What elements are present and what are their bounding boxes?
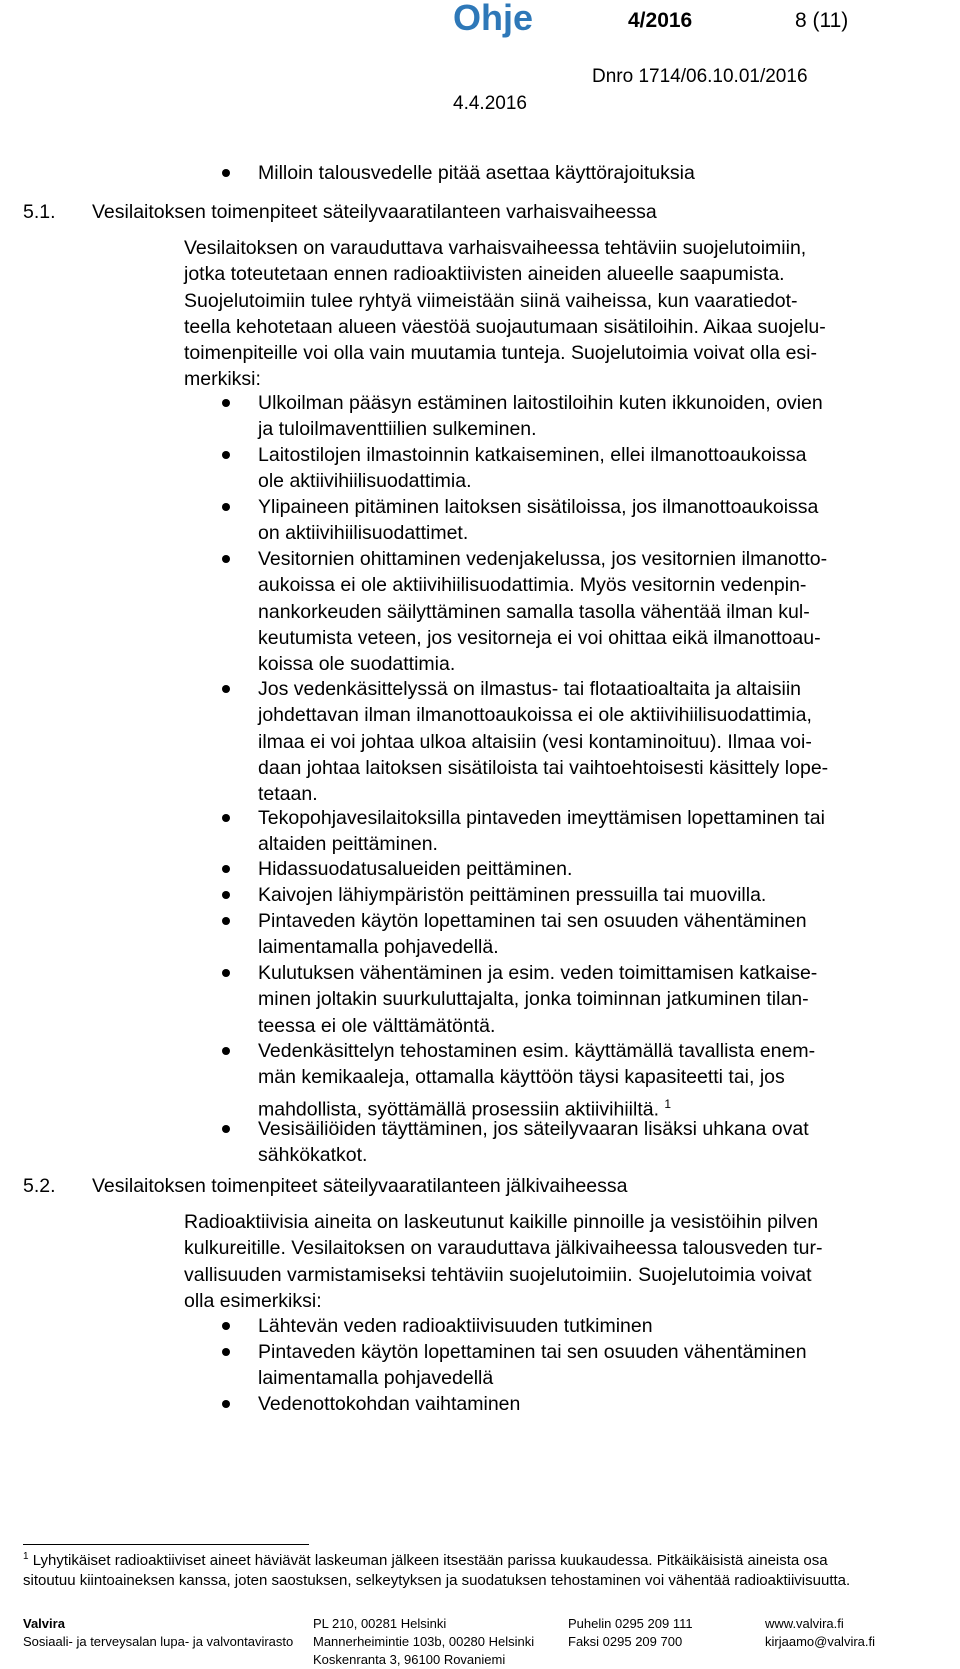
list-item-text: Vedenkäsittelyn tehostaminen esim. käyttämällä tavallista enem- män kemikaaleja, ottamalla käyttöön täysi kapasiteetti tai, jos mahdollista, syöttämällä prosessiin aktiivihiiltä. $^1$: [258, 1040, 816, 1121]
website-link: www.valvira.fi: [765, 1616, 844, 1631]
doc-date: 4.4.2016: [453, 93, 527, 114]
footer-address: PL 210, 00281 Helsinki Mannerheimintie 103b, 00280 Helsinki Koskenranta 3, 96100 Rovaniemi: [313, 1616, 535, 1667]
bullet-icon: [222, 1400, 230, 1408]
footer-phone: Puhelin 0295 209 111 Faksi 0295 209 700: [568, 1616, 693, 1649]
list-item-text: Laitostilojen ilmastoinnin katkaiseminen, ellei ilmanottoaukoissa ole aktiivihiilisuodattimia.: [258, 444, 807, 493]
list-item-text: Ylipaineen pitäminen laitoksen sisätiloissa, jos ilmanottoaukoissa on aktiivihiilisuodattimet.: [258, 496, 819, 545]
paragraph: Vesilaitoksen on varauduttava varhaisvaiheessa tehtäviin suojelutoimiin, jotka toteutetaan ennen radioaktiivisten aineiden alueelle saapumista. Suojelutoimiin tulee ryhtyä viimeistään siinä vaiheissa, kun vaaratiedot- teella kehotetaan alueen väestöä suojautumaan sisätiloihin. Aikaa suojelu- toimenpiteille voi olla vain muutamia tunteja. Suojelutoimia voivat olla esi- merkiksi:: [184, 237, 826, 391]
list-item-text: Hidassuodatusalueiden peittäminen.: [258, 858, 573, 880]
bullet-icon: [222, 685, 230, 693]
page-number: 8 (11): [795, 9, 849, 32]
doc-number: 4/2016: [628, 9, 693, 32]
email-link: kirjaamo@valvira.fi: [765, 1634, 875, 1649]
list-item-text: Milloin talousvedelle pitää asettaa käyttörajoituksia: [258, 162, 695, 184]
paragraph: Radioaktiivisia aineita on laskeutunut kaikille pinnoille ja vesistöihin pilven kulkureitille. Vesilaitoksen on varauduttava jälkivaiheessa talousveden tur- vallisuuden varmistamiseksi tehtäviin suojelutoimiin. Suojelutoimia voivat olla esimerkiksi:: [184, 1211, 823, 1312]
bullet-icon: [222, 891, 230, 899]
list-item-text: Lähtevän veden radioaktiivisuuden tutkiminen: [258, 1315, 653, 1337]
footer-organization: Valvira Sosiaali- ja terveysalan lupa- ja valvontavirasto: [23, 1616, 294, 1649]
bullet-icon: [222, 814, 230, 822]
bullet-icon: [222, 451, 230, 459]
bullet-icon: [222, 1322, 230, 1330]
footnote-ref: 1: [664, 1096, 672, 1111]
section-heading: Vesilaitoksen toimenpiteet säteilyvaaratilanteen varhaisvaiheessa: [92, 201, 657, 223]
footer-web: [765, 1615, 875, 1651]
section-number: 5.2.: [23, 1175, 56, 1197]
bullet-icon: [222, 865, 230, 873]
register-number: Dnro 1714/06.10.01/2016: [592, 66, 808, 87]
bullet-icon: [222, 503, 230, 511]
list-item-text: Vesisäiliöiden täyttäminen, jos säteilyvaaran lisäksi uhkana ovat sähkökatkot.: [258, 1118, 809, 1167]
list-item-text: Pintaveden käytön lopettaminen tai sen osuuden vähentäminen laimentamalla pohjavedellä.: [258, 910, 807, 959]
list-item-text: Vesitornien ohittaminen vedenjakelussa, jos vesitornien ilmanotto- aukoissa ei ole aktiivihiilisuodattimia. Myös vesitornin vedenpin- nankorkeuden säilyttäminen samalla tasolla vähentää ilman kul- keutumista veteen, jos vesitorneja ei voi ohittaa eikä ilmanottoau- koissa ole suodattimia.: [258, 548, 828, 676]
bullet-icon: [222, 169, 230, 177]
footnote-mark: 1: [23, 1551, 29, 1562]
footnote: $^1$ Lyhytikäiset radioaktiiviset aineet häviävät laskeuman jälkeen itsestään parissa kuukaudessa. Pitkäikäisistä aineista osa sitoutuu kiintoaineksen kanssa, joten saostuksen, selkeytyksen ja suodatuksen tehostaminen voi vähentää radioaktiivisuutta.: [23, 1551, 851, 1589]
list-item-text: Jos vedenkäsittelyssä on ilmastus- tai flotaatioaltaita ja altaisiin johdettavan ilman ilmanottoaukoissa ei ole aktiivihiilisuodattimia, ilmaa ei voi johtaa ulkoa altaisiin (vesi kontaminoituu). Ilmaa voi- daan johtaa laitoksen sisätiloista tai vaihtoehtoisesti käsittely lope- tetaan.: [258, 678, 829, 806]
bullet-icon: [222, 555, 230, 563]
footnote-divider: [23, 1544, 309, 1545]
section-heading: Vesilaitoksen toimenpiteet säteilyvaaratilanteen jälkivaiheessa: [92, 1175, 628, 1197]
list-item-text: Kulutuksen vähentäminen ja esim. veden toimittamisen katkaise- minen joltakin suurkuluttajalta, jonka toiminnan jatkuminen tilan- teessa ei ole välttämätöntä.: [258, 962, 818, 1037]
bullet-icon: [222, 399, 230, 407]
bullet-icon: [222, 969, 230, 977]
section-number: 5.1.: [23, 201, 56, 223]
list-item-text: Kaivojen lähiympäristön peittäminen pressuilla tai muovilla.: [258, 884, 767, 906]
bullet-icon: [222, 1047, 230, 1055]
bullet-icon: [222, 1125, 230, 1133]
bullet-icon: [222, 1348, 230, 1356]
doc-type-title: Ohje: [453, 0, 534, 38]
bullet-icon: [222, 917, 230, 925]
list-item-text: Pintaveden käytön lopettaminen tai sen osuuden vähentäminen laimentamalla pohjavedellä: [258, 1341, 807, 1390]
list-item-text: Ulkoilman pääsyn estäminen laitostiloihin kuten ikkunoiden, ovien ja tuloilmaventtiilien sulkeminen.: [258, 392, 823, 441]
list-item-text: Vedenottokohdan vaihtaminen: [258, 1393, 521, 1415]
list-item-text: Tekopohjavesilaitoksilla pintaveden imeyttämisen lopettaminen tai altaiden peittäminen.: [258, 807, 825, 856]
